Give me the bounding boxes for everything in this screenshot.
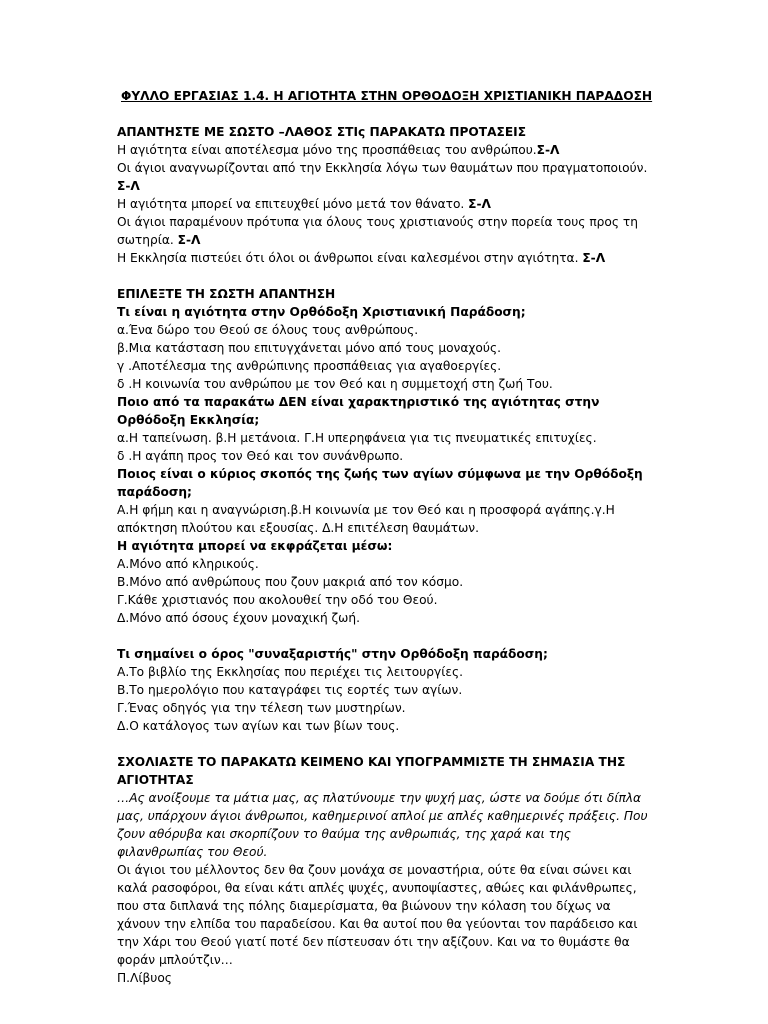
- true-false-section: [117, 123, 657, 267]
- tf-mark: Σ-Λ: [177, 233, 201, 247]
- worksheet-title: ΦΥΛΛΟ ΕΡΓΑΣΙΑΣ 1.4. Η ΑΓΙΟΤΗΤΑ ΣΤΗΝ ΟΡΘΟΔΟΞΗ ΧΡΙΣΤΙΑΝΙΚΗ ΠΑΡΑΔΟΣΗ: [121, 89, 653, 103]
- excerpt-author: Π.Λίβυος: [117, 971, 172, 985]
- q2-options-line-1: α.Η ταπείνωση. β.Η μετάνοια. Γ.Η υπερηφάνεια για τις πνευματικές επιτυχίες.: [117, 431, 597, 445]
- tf-mark: Σ-Λ: [468, 197, 491, 211]
- tf-mark: Σ-Λ: [117, 179, 140, 193]
- q1-option-c: γ .Αποτέλεσμα της ανθρώπινης προσπάθειας για αγαθοεργίες.: [117, 359, 502, 373]
- tf-item-5: Η Εκκλησία πιστεύει ότι όλοι οι άνθρωποι είναι καλεσμένοι στην αγιότητα. Σ-Λ: [117, 251, 606, 265]
- tf-mark: Σ-Λ: [582, 251, 606, 265]
- worksheet-page: [117, 87, 657, 987]
- tf-mark: Σ-Λ: [536, 143, 560, 157]
- spacer: [117, 735, 657, 753]
- excerpt-paragraph-2: Οι άγιοι του μέλλοντος δεν θα ζουν μονάχα σε μοναστήρια, ούτε θα είναι σώνει και καλά ρασοφόροι, θα είναι κάτι απλές ψυχές, ανυποψίαστες, αθώες και φιλάνθρωπες, που στα διπλανά της πόλης διαμερίσματα, θα βιώνουν την κόλαση του δίχως να χάνουν την ελπίδα του παραδείσου. Και θα αυτοί που θα γεύονται τον παράδεισο και την Χάρι του Θεού γιατί ποτέ δεν πίστευσαν ότι την αξίζουν. Και να το θυμάστε θα φοράν μπλούτζιν…: [117, 863, 638, 967]
- q4-option-d: Δ.Μόνο από όσους έχουν μοναχική ζωή.: [117, 611, 360, 625]
- q2-options-line-2: δ .Η αγάπη προς τον Θεό και τον συνάνθρωπο.: [117, 449, 404, 463]
- tf-item-2: Οι άγιοι αναγνωρίζονται από την Εκκλησία λόγω των θαυμάτων που πραγματοποιούν. Σ-Λ: [117, 161, 648, 193]
- multiple-choice-heading: ΕΠΙΛΕΞΤΕ ΤΗ ΣΩΣΤΗ ΑΠΑΝΤΗΣΗ: [117, 287, 336, 301]
- q4-option-c: Γ.Κάθε χριστιανός που ακολουθεί την οδό του Θεού.: [117, 593, 438, 607]
- tf-item-3: Η αγιότητα μπορεί να επιτευχθεί μόνο μετά τον θάνατο. Σ-Λ: [117, 197, 491, 211]
- q4-option-b: Β.Μόνο από ανθρώπους που ζουν μακριά από τον κόσμο.: [117, 575, 464, 589]
- q1-option-b: β.Μια κατάσταση που επιτυγχάνεται μόνο από τους μοναχούς.: [117, 341, 501, 355]
- commentary-heading: ΣΧΟΛΙΑΣΤΕ ΤΟ ΠΑΡΑΚΑΤΩ ΚΕΙΜΕΝΟ ΚΑΙ ΥΠΟΓΡΑΜΜΙΣΤΕ ΤΗ ΣΗΜΑΣΙΑ ΤΗΣ ΑΓΙΟΤΗΤΑΣ: [117, 755, 626, 787]
- tf-item-4: Οι άγιοι παραμένουν πρότυπα για όλους τους χριστιανούς στην πορεία τους προς τη σωτηρία. Σ-Λ: [117, 215, 638, 247]
- q1-option-d: δ .Η κοινωνία του ανθρώπου με τον Θεό και η συμμετοχή στη ζωή Του.: [117, 377, 553, 391]
- question-1: Τι είναι η αγιότητα στην Ορθόδοξη Χριστιανική Παράδοση;: [117, 305, 526, 319]
- question-3: Ποιος είναι ο κύριος σκοπός της ζωής των αγίων σύμφωνα με την Ορθόδοξη παράδοση;: [117, 467, 643, 499]
- true-false-heading: ΑΠΑΝΤΗΣΤΕ ΜΕ ΣΩΣΤΟ –ΛΑΘΟΣ ΣΤΙς ΠΑΡΑΚΑΤΩ ΠΡΟΤΑΣΕΙΣ: [117, 125, 527, 139]
- commentary-section: [117, 753, 657, 987]
- q4-option-a: Α.Μόνο από κληρικούς.: [117, 557, 259, 571]
- q3-options: Α.Η φήμη και η αναγνώριση.β.Η κοινωνία με τον Θεό και η προσφορά αγάπης.γ.Η απόκτηση πλούτου και εξουσίας. Δ.Η επιτέλεση θαυμάτων.: [117, 503, 615, 535]
- q5-option-b: Β.Το ημερολόγιο που καταγράφει τις εορτές των αγίων.: [117, 683, 463, 697]
- q5-option-a: Α.Το βιβλίο της Εκκλησίας που περιέχει τις λειτουργίες.: [117, 665, 463, 679]
- question-5: Τι σημαίνει ο όρος "συναξαριστής" στην Ορθόδοξη παράδοση;: [117, 647, 548, 661]
- q5-option-d: Δ.Ο κατάλογος των αγίων και των βίων τους.: [117, 719, 400, 733]
- spacer: [117, 627, 657, 645]
- question-4: Η αγιότητα μπορεί να εκφράζεται μέσω:: [117, 539, 393, 553]
- q5-option-c: Γ.Ένας οδηγός για την τέλεση των μυστηρίων.: [117, 701, 406, 715]
- tf-item-1: Η αγιότητα είναι αποτέλεσμα μόνο της προσπάθειας του ανθρώπου.Σ-Λ: [117, 143, 560, 157]
- excerpt-paragraph-1: …Ας ανοίξουμε τα μάτια μας, ας πλατύνουμε την ψυχή μας, ώστε να δούμε ότι δίπλα μας, υπάρχουν άγιοι άνθρωποι, καθημερινοί απλοί με απλές καθημερινές πράξεις. Που ζουν αθόρυβα και σκορπίζουν το θαύμα της ανθρωπιάς, της χαρά και της φιλανθρωπίας του Θεού.: [117, 791, 648, 859]
- q1-option-a: α.Ένα δώρο του Θεού σε όλους τους ανθρώπους.: [117, 323, 419, 337]
- multiple-choice-section: [117, 285, 657, 735]
- spacer: [117, 267, 657, 285]
- question-2: Ποιο από τα παρακάτω ΔΕΝ είναι χαρακτηριστικό της αγιότητας στην Ορθόδοξη Εκκλησία;: [117, 395, 600, 427]
